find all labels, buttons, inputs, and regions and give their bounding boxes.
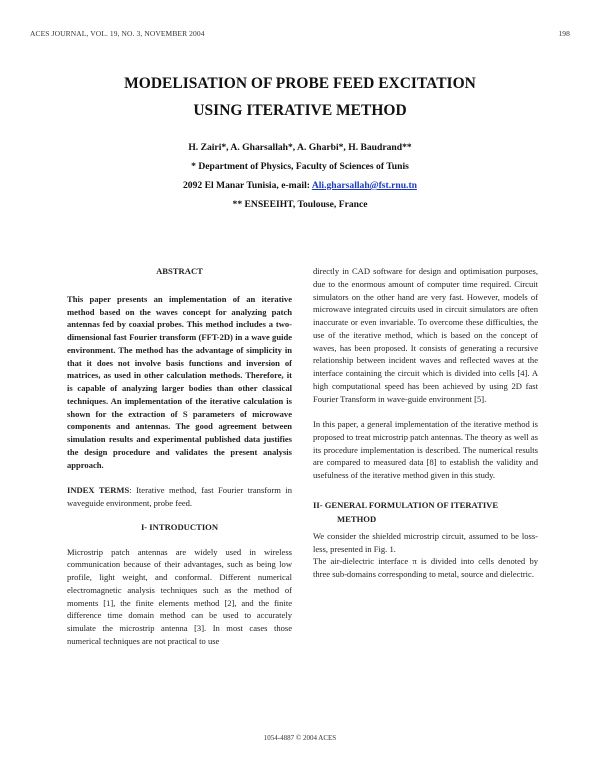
page-number: 198 [558, 29, 570, 38]
section-2-heading [313, 498, 538, 526]
introduction-text: Microstrip patch antennas are widely used in wireless communication because of their advantages, such as being low profile, light weight, and conformal. Different numerical electromagnetic analysis techniques such as the method of moments [1], the finite elements method [2], and the finite difference time domain method can be used to accurately simulate the microstrip antenna [3]. In most cases those numerical techniques are not practical to use [67, 546, 292, 646]
section-2-heading-line-2: METHOD [337, 513, 377, 524]
formulation-paragraph-2: The air-dielectric interface π is divided into cells denoted by three sub-domains corresponding to metal, source and dielectric. [313, 556, 538, 579]
section-2-heading-line-1: II- GENERAL FORMULATION OF ITERATIVE [313, 499, 499, 510]
affiliation-1: * Department of Physics, Faculty of Sciences of Tunis [191, 161, 409, 172]
email-link[interactable]: Ali.gharsallah@fst.rnu.tn [311, 180, 417, 191]
copyright-footer: 1054-4887 © 2004 ACES [263, 734, 337, 742]
paper-outline-paragraph: In this paper, a general implementation of the iterative method is proposed to treat microstrip patch antennas. The theory as well as its procedure implementation is described. The numerical results are compared to measured data [8] to establish the validity and usefulness of the iterative method given in this study. [313, 419, 538, 480]
paper-title [0, 70, 600, 124]
title-line-1: MODELISATION OF PROBE FEED EXCITATION [124, 75, 476, 92]
author-block [0, 138, 600, 214]
introduction-heading: I- INTRODUCTION [140, 521, 219, 532]
index-terms [67, 484, 292, 510]
title-line-2: USING ITERATIVE METHOD [193, 102, 407, 119]
index-terms-label: INDEX TERMS [67, 485, 130, 496]
author-list: H. Zairi*, A. Gharsallah*, A. Gharbi*, H. Baudrand** [188, 142, 412, 153]
affiliation-2 [0, 176, 600, 195]
affiliation-2-prefix: 2092 El Manar Tunisia, e-mail: [183, 180, 312, 191]
journal-reference: ACES JOURNAL, VOL. 19, NO. 3, NOVEMBER 2004 [30, 29, 205, 38]
abstract-text: This paper presents an implementation of an iterative method based on the waves concept for analyzing patch antennas fed by coaxial probes. This method includes a two-dimensional fast Fourier transform (FFT-2D) in a wave guide environment. The method has the advantage of simplicity in that it does not involve basis functions and inversion of matrices, as used in other calculation methods. Therefore, it is capable of analyzing larger bodies than other classical techniques. An implementation of the iterative calculation is shown for the extraction of S parameters of microwave components and antennas. The good agreement between simulation results and experimental published data justifies the design procedure and validates the present analysis approach. [67, 293, 292, 470]
affiliation-3: ** ENSEEIHT, Toulouse, France [232, 199, 368, 210]
left-column [67, 265, 292, 648]
right-column [313, 265, 538, 581]
formulation-paragraph-1: We consider the shielded microstrip circuit, assumed to be loss-less, presented in Fig. 1. [313, 530, 538, 554]
index-terms-text: : Iterative method, fast Fourier transform in waveguide environment, probe feed. [67, 485, 292, 508]
introduction-continued: directly in CAD software for design and optimisation purposes, due to the enormous amount of computer time required. Circuit simulators on the other hand are very fast. However, models of microwave integrated circuits used in circuit simulators are often inaccurate or even invariable. To overcome these difficulties, the use of the iterative method, which is based on the concept of waves, has been proposed. It consists of generating a recursive relationship between incident waves and reflected waves at the interface containing the circuit which is divided into cells [4]. A high computational speed has been achieved by using 2D fast Fourier Transform in wave-guide environment [5]. [313, 266, 538, 404]
abstract-heading: ABSTRACT [156, 266, 203, 276]
